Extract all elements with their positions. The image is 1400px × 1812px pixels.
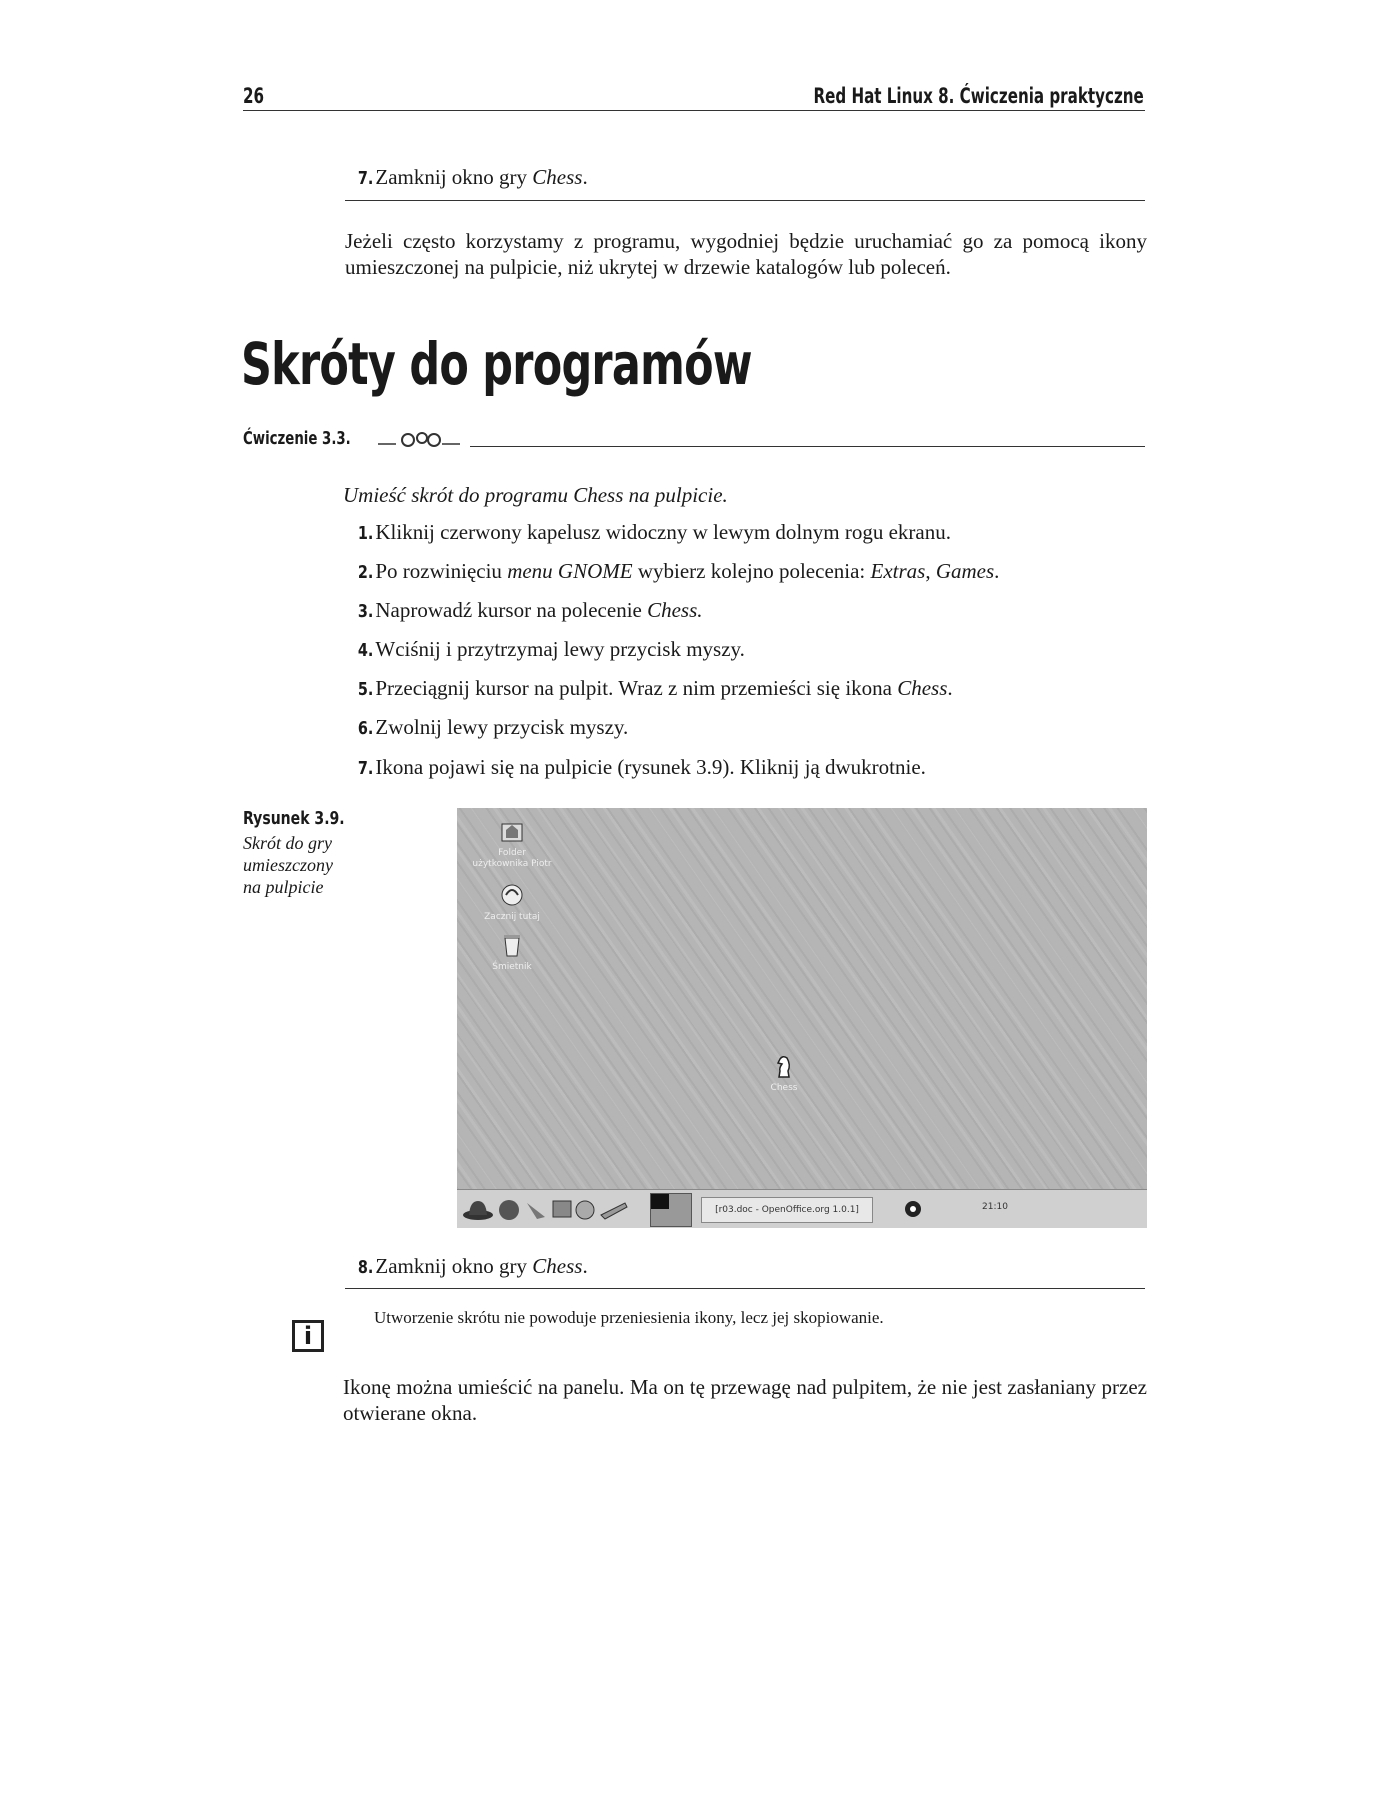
header-rule bbox=[243, 110, 1145, 111]
step-6: 6.Zwolnij lewy przycisk myszy. bbox=[357, 715, 629, 739]
launcher-icons[interactable] bbox=[497, 1195, 647, 1223]
final-paragraph: Ikonę można umieścić na panelu. Ma on tę przewagę nad pulpitem, że nie jest zasłaniany przez otwierane okna. bbox=[343, 1375, 1147, 1425]
desktop-screenshot bbox=[457, 808, 1147, 1228]
step-7: 7.Ikona pojawi się na pulpicie (rysunek 3.9). Kliknij ją dwukrotnie. bbox=[357, 755, 926, 779]
section-title: Skróty do programów bbox=[241, 330, 752, 398]
desktop-icon-start-here: Zacznij tutaj bbox=[467, 880, 557, 923]
step-5: 5.Przeciągnij kursor na pulpit. Wraz z nim przemieści się ikona Chess. bbox=[357, 676, 953, 700]
info-icon: i bbox=[292, 1320, 324, 1352]
desktop-icon-chess[interactable]: Chess bbox=[739, 1051, 829, 1094]
red-hat-menu-icon[interactable] bbox=[461, 1195, 495, 1223]
step-1: 1.Kliknij czerwony kapelusz widoczny w lewym dolnym rogu ekranu. bbox=[357, 520, 951, 544]
taskbar-item[interactable]: [r03.doc - OpenOffice.org 1.0.1] bbox=[701, 1197, 873, 1223]
home-folder-icon bbox=[497, 816, 527, 846]
panel-clock: 21:10 bbox=[982, 1202, 1008, 1212]
top-step: 7.Zamknij okno gry Chess. bbox=[357, 165, 588, 189]
note-text: Utworzenie skrótu nie powoduje przeniesienia ikony, lecz jej skopiowanie. bbox=[374, 1308, 884, 1327]
desktop-icon-trash: Śmietnik bbox=[467, 930, 557, 973]
step-rule-bottom bbox=[345, 1288, 1145, 1289]
step-4: 4.Wciśnij i przytrzymaj lewy przycisk myszy. bbox=[357, 637, 745, 661]
step-2: 2.Po rozwinięciu menu GNOME wybierz kolejno polecenia: Extras, Games. bbox=[357, 559, 1000, 583]
desktop-icon-home: Folder użytkownika Piotr bbox=[467, 816, 557, 870]
intro-paragraph: Jeżeli często korzystamy z programu, wygodniej będzie uruchamiać go za pomocą ikony umieszczonej na pulpicie, niż ukrytej w drzewie katalogów lub poleceń. bbox=[345, 229, 1147, 279]
ornament-icon bbox=[376, 428, 466, 450]
step-rule-top bbox=[345, 200, 1145, 201]
start-here-icon bbox=[497, 880, 527, 910]
status-icon bbox=[904, 1200, 922, 1218]
running-header-title: Red Hat Linux 8. Ćwiczenia praktyczne bbox=[813, 84, 1144, 108]
gnome-panel bbox=[457, 1189, 1147, 1228]
page-number: 26 bbox=[243, 84, 265, 108]
exercise-goal: Umieść skrót do programu Chess na pulpicie. bbox=[343, 483, 728, 507]
trash-icon bbox=[497, 930, 527, 960]
figure-label: Rysunek 3.9. bbox=[243, 808, 345, 829]
bottom-step: 8.Zamknij okno gry Chess. bbox=[357, 1254, 588, 1278]
figure-caption: Skrót do gry umieszczony na pulpicie bbox=[243, 833, 333, 897]
step-3: 3.Naprowadź kursor na polecenie Chess. bbox=[357, 598, 703, 622]
exercise-label: Ćwiczenie 3.3. bbox=[243, 428, 351, 449]
chess-knight-icon bbox=[769, 1051, 799, 1081]
exercise-rule bbox=[470, 446, 1145, 447]
workspace-switcher[interactable] bbox=[650, 1193, 692, 1227]
